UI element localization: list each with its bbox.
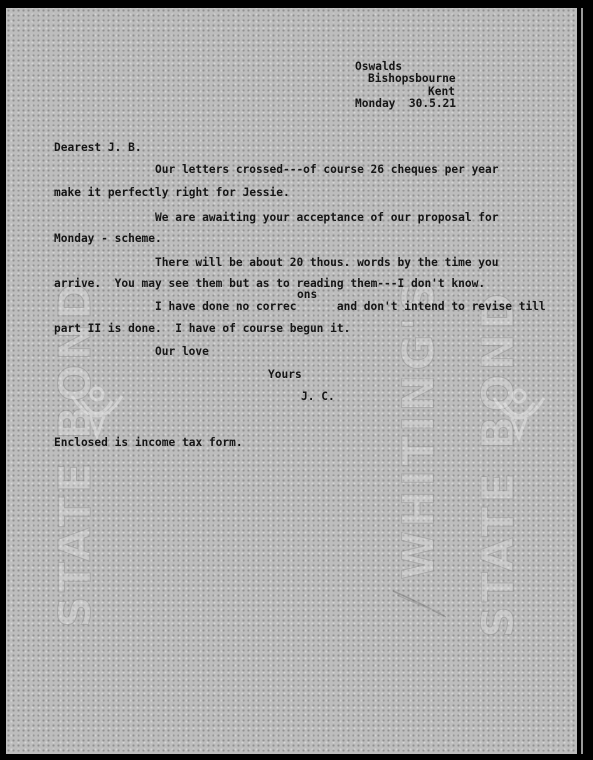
address-line-3: Kent bbox=[428, 85, 455, 98]
address-line-1: Oswalds bbox=[355, 60, 403, 73]
date-line: Monday 30.5.21 bbox=[355, 97, 457, 110]
paragraph-3-line-2: arrive. You may see them but as to reading them---I don't know. bbox=[54, 277, 486, 290]
paragraph-1-line-1: Our letters crossed---of course 26 cheques per year bbox=[155, 163, 499, 176]
letter-page bbox=[6, 8, 577, 754]
watermark-right: STATE BOND bbox=[472, 289, 524, 638]
paragraph-4-insertion: ons bbox=[297, 288, 318, 301]
paragraph-4-line-1: I have done no correc and don't intend to revise till bbox=[155, 300, 546, 313]
salutation: Dearest J. B. bbox=[54, 141, 142, 154]
paragraph-2-line-1: We are awaiting your acceptance of our proposal for bbox=[155, 211, 499, 224]
scan-edge-line bbox=[581, 8, 583, 754]
watermark-crest-right-icon bbox=[484, 378, 554, 448]
signature: J. C. bbox=[301, 390, 335, 403]
watermark-middle: WHITING'S bbox=[393, 277, 445, 580]
paragraph-2-line-2: Monday - scheme. bbox=[54, 232, 162, 245]
paragraph-4-line-2: part II is done. I have of course begun it. bbox=[54, 322, 351, 335]
closing-love: Our love bbox=[155, 345, 209, 358]
postscript: Enclosed is income tax form. bbox=[54, 436, 243, 449]
closing-yours: Yours bbox=[268, 368, 302, 381]
watermark-left: STATE BOND bbox=[49, 279, 101, 628]
paper-mark-icon bbox=[391, 583, 451, 623]
address-line-2: Bishopsbourne bbox=[368, 72, 456, 85]
paragraph-1-line-2: make it perfectly right for Jessie. bbox=[54, 186, 290, 199]
paragraph-3-line-1: There will be about 20 thous. words by the time you bbox=[155, 256, 499, 269]
